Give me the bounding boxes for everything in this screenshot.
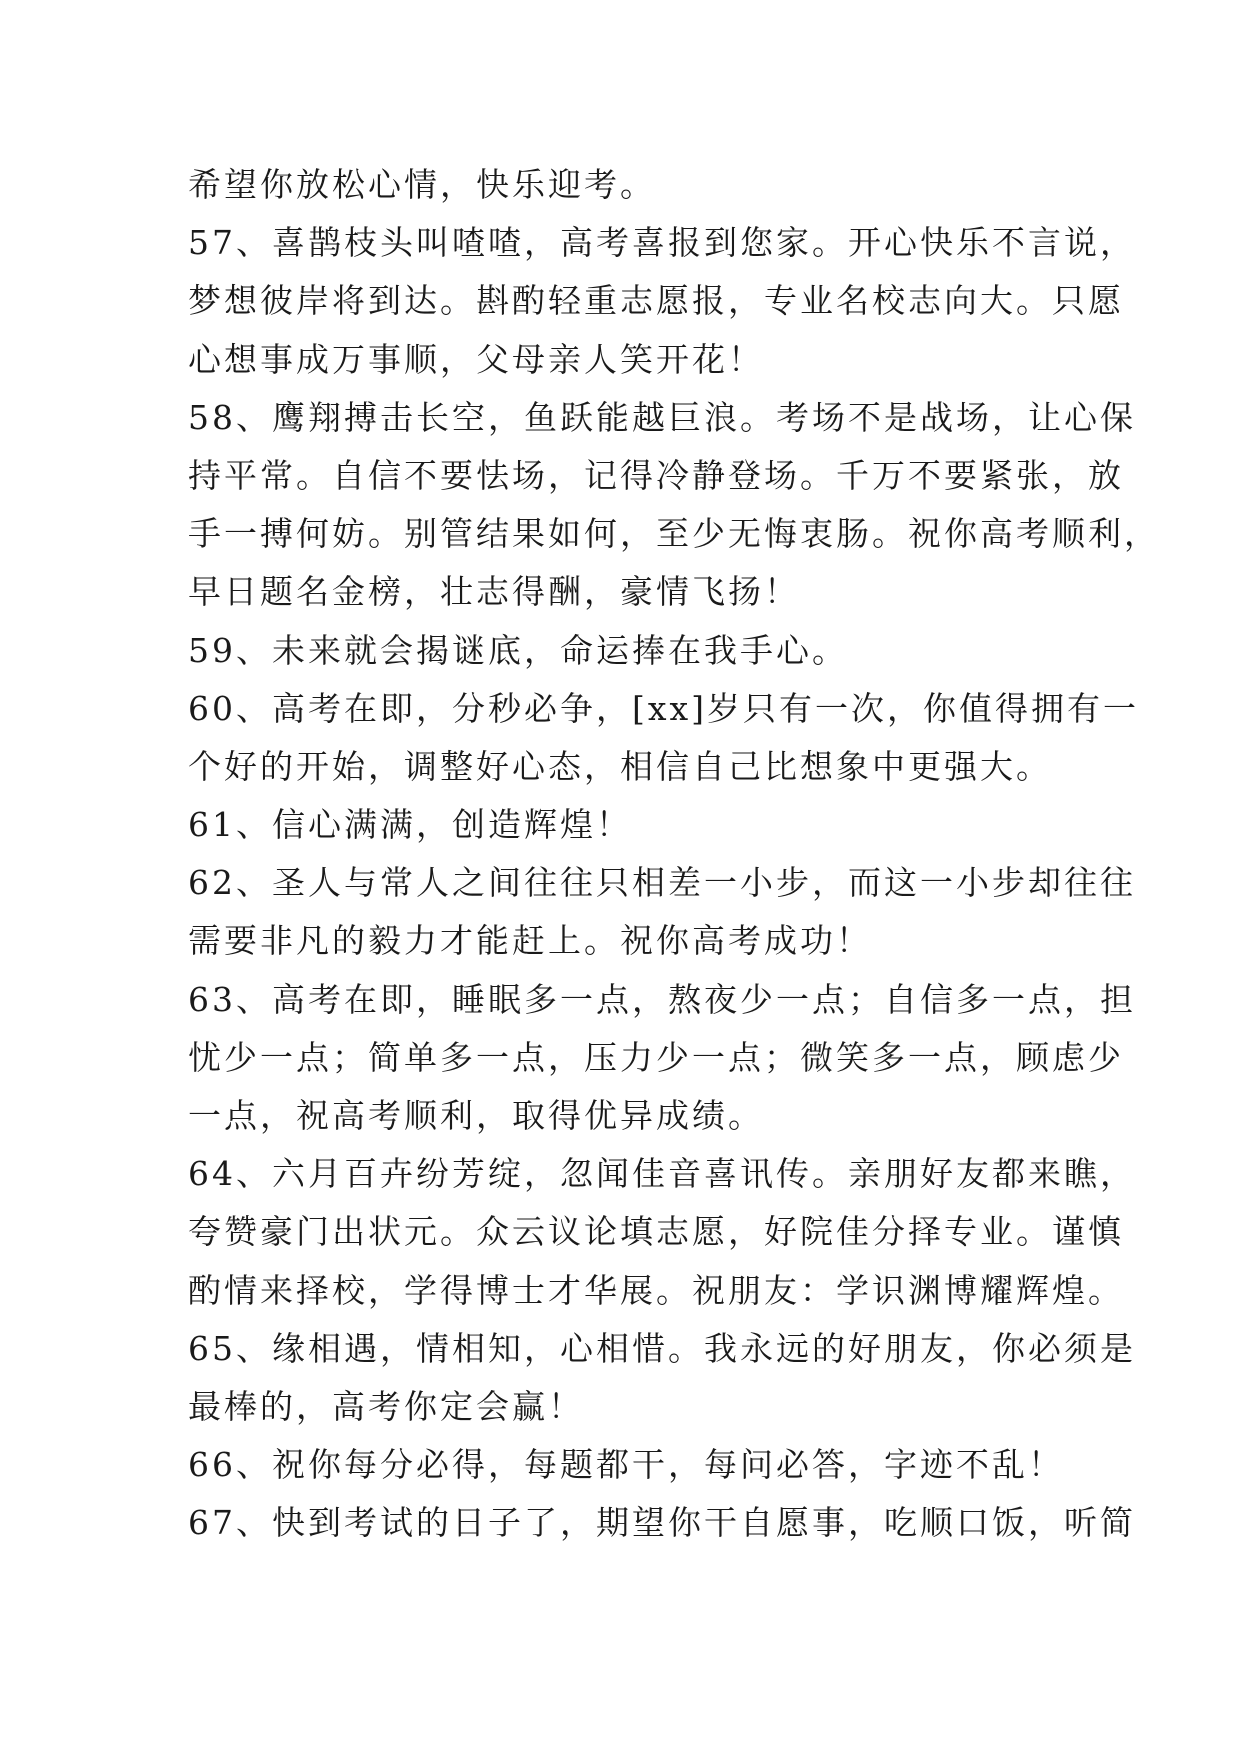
text-line: 个好的开始，调整好心态，相信自己比想象中更强大。: [188, 746, 1052, 786]
text-line: 57、喜鹊枝头叫喳喳，高考喜报到您家。开心快乐不言说，: [188, 223, 1136, 263]
text-line: 一点，祝高考顺利，取得优异成绩。: [188, 1096, 764, 1135]
text-line: 梦想彼岸将到达。斟酌轻重志愿报，专业名校志向大。只愿: [188, 281, 1124, 321]
text-line: 持平常。自信不要怯场，记得冷静登场。千万不要紧张，放: [188, 455, 1124, 495]
text-line: 忧少一点；简单多一点，压力少一点；微笑多一点，顾虑少: [188, 1037, 1124, 1077]
text-line: 酌情来择校，学得博士才华展。祝朋友：学识渊博耀辉煌。: [188, 1270, 1124, 1310]
text-line: 64、六月百卉纷芳绽，忽闻佳音喜讯传。亲朋好友都来瞧，: [188, 1154, 1136, 1194]
text-line: 最棒的，高考你定会赢！: [188, 1386, 584, 1426]
text-line: 66、祝你每分必得，每题都干，每问必答，字迹不乱！: [188, 1445, 1064, 1485]
text-line: 67、快到考试的日子了，期望你干自愿事，吃顺口饭，听简: [188, 1503, 1136, 1543]
text-line: 希望你放松心情，快乐迎考。: [188, 165, 656, 204]
text-line: 需要非凡的毅力才能赶上。祝你高考成功！: [188, 921, 872, 961]
text-line: 心想事成万事顺，父母亲人笑开花！: [188, 339, 764, 379]
text-line: 夸赞豪门出状元。众云议论填志愿，好院佳分择专业。谨慎: [188, 1212, 1124, 1252]
body-text: [188, 156, 1160, 1553]
text-line: 62、圣人与常人之间往往只相差一小步，而这一小步却往往: [188, 863, 1136, 903]
text-line: 58、鹰翔搏击长空，鱼跃能越巨浪。考场不是战场，让心保: [188, 397, 1136, 437]
text-line: 60、高考在即，分秒必争，[xx]岁只有一次，你值得拥有一: [188, 688, 1139, 728]
text-line: 61、信心满满，创造辉煌！: [188, 805, 632, 845]
text-line: 65、缘相遇，情相知，心相惜。我永远的好朋友，你必须是: [188, 1328, 1136, 1368]
text-line: 59、未来就会揭谜底，命运捧在我手心。: [188, 630, 848, 670]
text-line: 早日题名金榜，壮志得酬，豪情飞扬！: [188, 572, 800, 612]
text-line: 手一搏何妨。别管结果如何，至少无悔衷肠。祝你高考顺利，: [188, 514, 1160, 554]
text-line: 63、高考在即，睡眠多一点，熬夜少一点；自信多一点，担: [188, 979, 1136, 1019]
